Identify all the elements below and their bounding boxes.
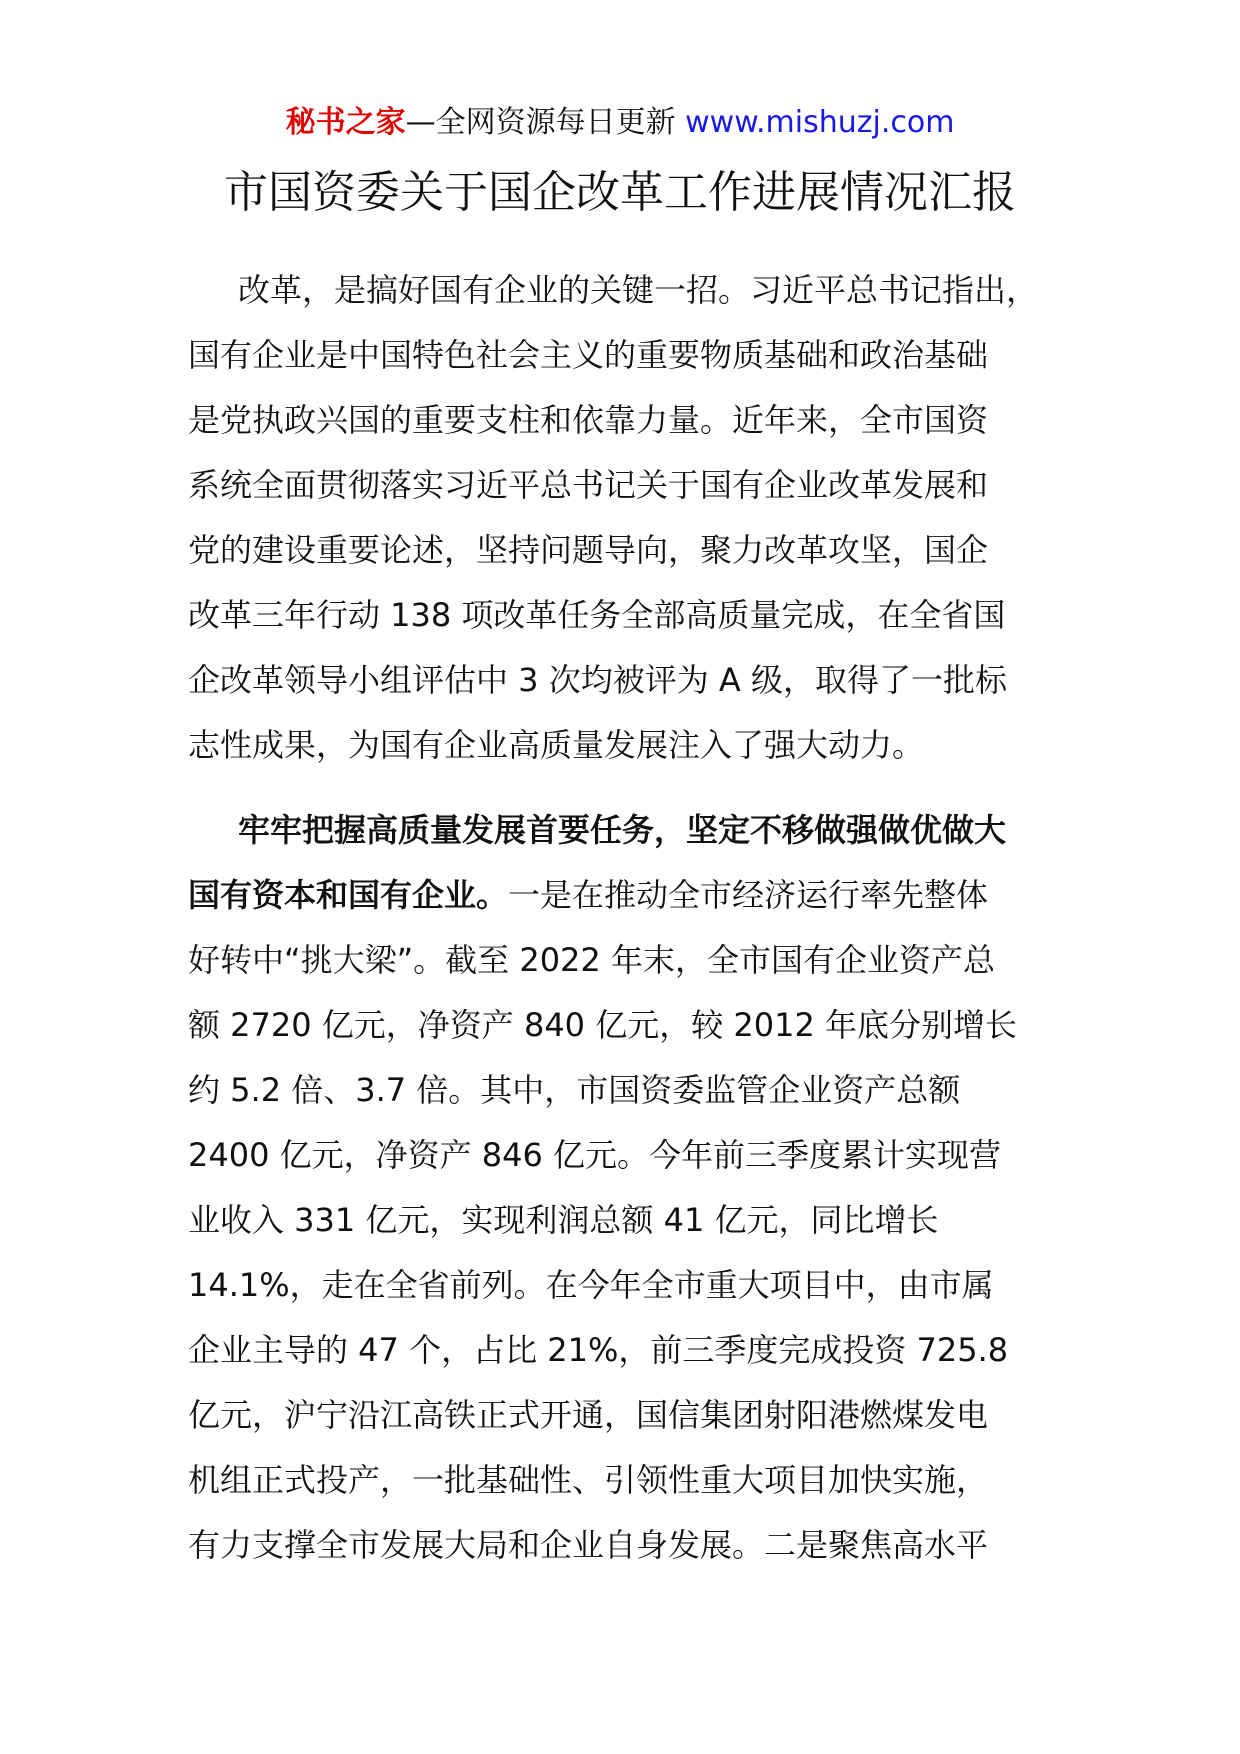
paragraph-gap	[188, 778, 1088, 798]
text-line: 机组正式投产，一批基础性、引领性重大项目加快实施，	[188, 1461, 989, 1499]
text-line	[188, 863, 1088, 928]
document-title: 市国资委关于国企改革工作进展情况汇报	[224, 167, 1016, 218]
text-line: 额 2720 亿元，净资产 840 亿元，较 2012 年底分别增长	[188, 1006, 1017, 1044]
text-line: 2400 亿元，净资产 846 亿元。今年前三季度累计实现营	[188, 1136, 1002, 1174]
site-header	[0, 103, 1240, 143]
text-line: 是党执政兴国的重要支柱和依靠力量。近年来，全市国资	[188, 401, 989, 439]
text-line-rest: 一是在推动全市经济运行率先整体	[508, 876, 989, 914]
text-line: 系统全面贯彻落实习近平总书记关于国有企业改革发展和	[188, 466, 989, 504]
document-body	[188, 258, 1088, 1578]
section-heading-end: 国有资本和国有企业。	[188, 876, 509, 914]
site-slogan: —全网资源每日更新	[405, 105, 676, 140]
site-name: 秘书之家	[285, 105, 406, 140]
text-line: 业收入 331 亿元，实现利润总额 41 亿元，同比增长	[188, 1201, 939, 1239]
text-line: 好转中“挑大梁”。截至 2022 年末，全市国有企业资产总	[188, 941, 995, 979]
text-line: 改革，是搞好国有企业的关键一招。习近平总书记指出，	[238, 271, 1039, 309]
text-line: 14.1%，走在全省前列。在今年全市重大项目中，由市属	[188, 1266, 994, 1304]
text-line: 企业主导的 47 个，占比 21%，前三季度完成投资 725.8	[188, 1331, 1009, 1369]
text-line: 志性成果，为国有企业高质量发展注入了强大动力。	[188, 726, 925, 764]
text-line: 亿元，沪宁沿江高铁正式开通，国信集团射阳港燃煤发电	[188, 1396, 989, 1434]
text-line: 国有企业是中国特色社会主义的重要物质基础和政治基础	[188, 336, 989, 374]
text-line: 党的建设重要论述，坚持问题导向，聚力改革攻坚，国企	[188, 531, 989, 569]
text-line: 企改革领导小组评估中 3 次均被评为 A 级，取得了一批标	[188, 661, 1007, 699]
paragraph-high-quality	[188, 798, 1088, 1578]
paragraph-intro	[188, 258, 1088, 778]
text-line: 改革三年行动 138 项改革任务全部高质量完成，在全省国	[188, 596, 1006, 634]
text-line: 约 5.2 倍、3.7 倍。其中，市国资委监管企业资产总额	[188, 1071, 961, 1109]
text-line: 有力支撑全市发展大局和企业自身发展。二是聚焦高水平	[188, 1526, 989, 1564]
site-url-link[interactable]: www.mishuzj.com	[685, 105, 955, 140]
section-heading-line: 牢牢把握高质量发展首要任务，坚定不移做强做优做大	[238, 811, 1007, 849]
